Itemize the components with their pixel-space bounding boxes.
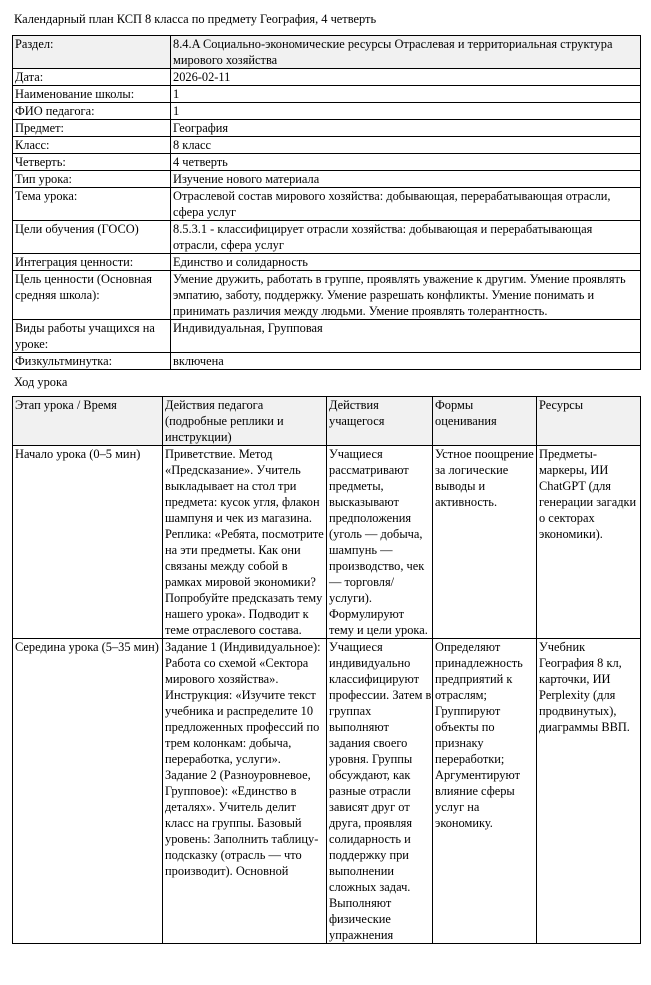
info-value: Единство и солидарность [171,254,641,271]
resources-cell: Предметы-маркеры, ИИ ChatGPT (для генерации загадки о секторах экономики). [537,446,641,639]
lesson-progress-table [12,396,641,944]
info-label: Интеграция ценности: [13,254,171,271]
info-label: Виды работы учащихся на уроке: [13,320,171,353]
info-row-school [13,86,641,103]
info-value: включена [171,353,641,370]
student-actions-cell: Учащиеся индивидуально классифицируют профессии. Затем в группах выполняют задания своего уровня. Группы обсуждают, как разные отрасли зависят друг от друга, проявляя солидарность и поддержку при выполнении сложных задач. Выполняют физические упражнения [327,639,433,944]
info-label: ФИО педагога: [13,103,171,120]
info-row-exercise-break [13,353,641,370]
student-actions-cell: Учащиеся рассматривают предметы, высказывают предположения (уголь — добыча, шампунь — производство, чек — торговля/услуги). Формулируют тему и цели урока. [327,446,433,639]
info-row-teacher [13,103,641,120]
info-label: Раздел: [13,36,171,69]
info-value: 1 [171,86,641,103]
info-value: 1 [171,103,641,120]
info-label: Цели обучения (ГОСО) [13,221,171,254]
info-label: Четверть: [13,154,171,171]
info-label: Наименование школы: [13,86,171,103]
teacher-actions-cell: Задание 1 (Индивидуальное): Работа со схемой «Сектора мирового хозяйства». Инструкция: «Изучите текст учебника и распределите 10 предложенных профессий по трем колонкам: добыча, переработка, услуги». Задание 2 (Разноуровневое, Групповое): «Единство в деталях». Учитель делит класс на группы. Базовый уровень: Заполнить таблицу-подсказку (отрасль — что производит). Основной [163,639,327,944]
stage-cell: Середина урока (5–35 мин) [13,639,163,944]
info-row-date [13,69,641,86]
table-header-row [13,397,641,446]
info-value: 2026-02-11 [171,69,641,86]
lesson-info-table [12,35,641,370]
info-row-value-integration [13,254,641,271]
info-value: 8 класс [171,137,641,154]
info-value: География [171,120,641,137]
table-row [13,446,641,639]
info-label: Класс: [13,137,171,154]
info-label: Физкультминутка: [13,353,171,370]
column-header-resources: Ресурсы [537,397,641,446]
info-value: 8.5.3.1 - классифицирует отрасли хозяйства: добывающая и перерабатывающая отрасли, сфера услуг [171,221,641,254]
info-value: Индивидуальная, Групповая [171,320,641,353]
info-row-work-types [13,320,641,353]
info-row-grade [13,137,641,154]
info-row-subject [13,120,641,137]
info-value: Отраслевой состав мирового хозяйства: добывающая, перерабатывающая отрасли, сфера услуг [171,188,641,221]
info-label: Дата: [13,69,171,86]
column-header-teacher: Действия педагога (подробные реплики и инструкции) [163,397,327,446]
teacher-actions-cell: Приветствие. Метод «Предсказание». Учитель выкладывает на стол три предмета: кусок угля, флакон шампуня и чек из магазина. Реплика: «Ребята, посмотрите на эти предметы. Как они связаны между собой в рамках мировой экономики? Попробуйте предсказать тему нашего урока». Подводит к теме отраслевого состава. [163,446,327,639]
document-title: Календарный план КСП 8 класса по предмету География, 4 четверть [14,12,377,26]
column-header-assessment: Формы оценивания [433,397,537,446]
info-value: Умение дружить, работать в группе, проявлять уважение к другим. Умение проявлять эмпатию, заботу, поддержку. Умение разрешать конфликты. Умение понимать и принимать различия между людьми. Умение проявлять толерантность. [171,271,641,320]
resources-cell: Учебник География 8 кл, карточки, ИИ Perplexity (для продвинутых), диаграммы ВВП. [537,639,641,944]
info-row-section [13,36,641,69]
stage-cell: Начало урока (0–5 мин) [13,446,163,639]
info-label: Цель ценности (Основная средняя школа): [13,271,171,320]
table-row [13,639,641,944]
info-row-lesson-type [13,171,641,188]
info-label: Тема урока: [13,188,171,221]
column-header-stage: Этап урока / Время [13,397,163,446]
info-value: 8.4.A Социально-экономические ресурсы Отраслевая и территориальная структура мирового хозяйства [171,36,641,69]
info-value: Изучение нового материала [171,171,641,188]
column-header-student: Действия учащегося [327,397,433,446]
info-value: 4 четверть [171,154,641,171]
assessment-cell: Определяют принадлежность предприятий к отраслям; Группируют объекты по признаку переработки; Аргументируют влияние сферы услуг на экономику. [433,639,537,944]
info-label: Предмет: [13,120,171,137]
info-row-value-goal [13,271,641,320]
info-label: Тип урока: [13,171,171,188]
info-row-quarter [13,154,641,171]
info-row-objectives [13,221,641,254]
info-row-topic [13,188,641,221]
section-title: Ход урока [14,375,68,389]
assessment-cell: Устное поощрение за логические выводы и активность. [433,446,537,639]
